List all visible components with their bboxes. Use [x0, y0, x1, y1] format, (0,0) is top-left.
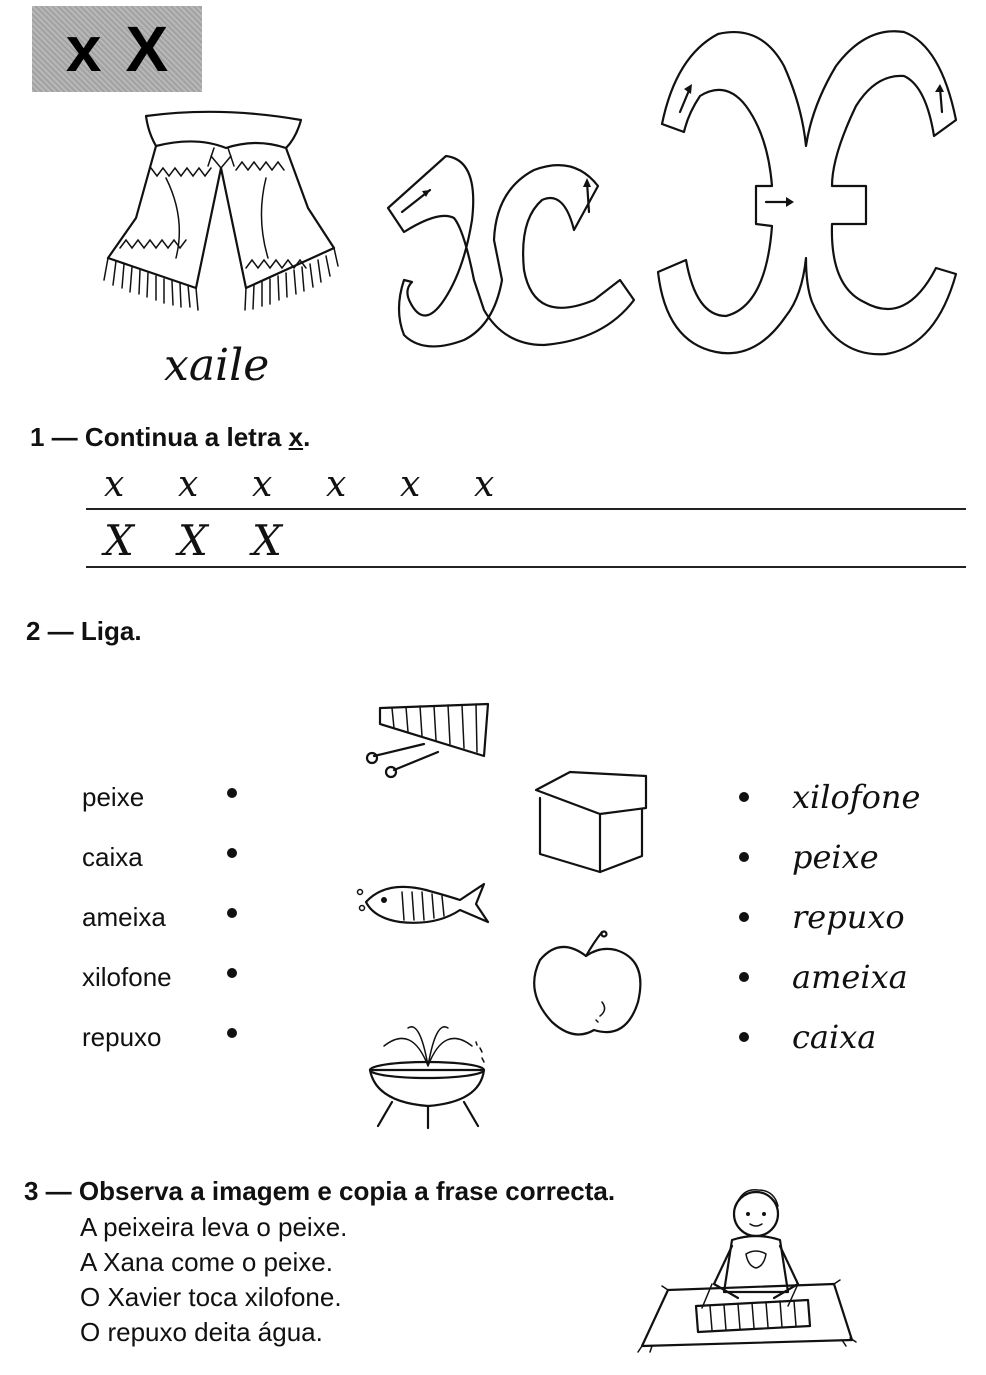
exercise3-heading — [24, 1176, 615, 1207]
traced-X: X — [104, 516, 134, 565]
sentence-option: A Xana come o peixe. — [80, 1247, 333, 1277]
fountain-icon — [362, 1018, 494, 1130]
traced-X: X — [252, 516, 282, 565]
right-word-ameixa: ameixa — [792, 958, 908, 996]
left-word-ameixa: ameixa — [82, 902, 166, 932]
left-word-caixa: caixa — [82, 842, 143, 872]
xylophone-icon — [364, 700, 494, 780]
left-word-xilofone: xilofone — [82, 962, 172, 992]
connect-dot-right[interactable] — [739, 912, 749, 922]
exercise1-text: Continua a letra — [84, 422, 289, 452]
exercise1-heading — [30, 422, 310, 453]
right-word-peixe: peixe — [792, 838, 879, 876]
shawl-illustration — [96, 108, 346, 318]
exercise2-heading — [26, 616, 142, 647]
connect-dot-left[interactable] — [227, 908, 237, 918]
connect-dot-left[interactable] — [227, 968, 237, 978]
traced-x: x — [178, 464, 199, 505]
lowercase-x-tracing-guide — [384, 150, 644, 360]
apple-icon — [530, 930, 644, 1040]
letter-lower: x — [65, 13, 102, 85]
sentence-option: O Xavier toca xilofone. — [80, 1282, 342, 1312]
right-word-xilofone: xilofone — [792, 778, 921, 816]
connect-dot-right[interactable] — [739, 972, 749, 982]
intro-word: xaile — [164, 340, 270, 391]
right-word-caixa: caixa — [792, 1018, 877, 1056]
right-word-repuxo: repuxo — [792, 898, 905, 936]
uppercase-x-tracing-guide — [656, 26, 966, 362]
handwriting-row-2 — [98, 516, 338, 566]
connect-dot-right[interactable] — [739, 792, 749, 802]
letter-badge — [32, 6, 202, 92]
exercise3-text: Observa a imagem e copia a frase correcta. — [78, 1176, 616, 1206]
sentence-option: A peixeira leva o peixe. — [80, 1212, 348, 1242]
exercise1-number: 1 — — [30, 422, 78, 452]
traced-x: x — [252, 464, 273, 505]
sentence-option: O repuxo deita água. — [80, 1317, 323, 1347]
traced-x: x — [400, 464, 421, 505]
connect-dot-right[interactable] — [739, 852, 749, 862]
exercise3-number: 3 — — [24, 1176, 72, 1206]
box-icon — [530, 768, 650, 878]
left-word-repuxo: repuxo — [82, 1022, 162, 1052]
traced-x: x — [326, 464, 347, 505]
exercise2-number: 2 — — [26, 616, 74, 646]
connect-dot-left[interactable] — [227, 848, 237, 858]
boy-playing-xylophone — [638, 1180, 858, 1356]
traced-x: x — [104, 464, 125, 505]
fish-icon — [356, 876, 492, 930]
handwriting-row-1 — [98, 464, 528, 508]
exercise1-letter: x — [288, 422, 304, 452]
connect-dot-left[interactable] — [227, 1028, 237, 1038]
left-word-peixe: peixe — [82, 782, 145, 812]
exercise1-end: . — [303, 422, 311, 452]
writing-line-1 — [86, 508, 966, 510]
letter-upper: X — [125, 13, 169, 85]
exercise2-text: Liga. — [80, 616, 142, 646]
traced-x: x — [474, 464, 495, 505]
connect-dot-right[interactable] — [739, 1032, 749, 1042]
writing-line-2 — [86, 566, 966, 568]
traced-X: X — [178, 516, 208, 565]
connect-dot-left[interactable] — [227, 788, 237, 798]
